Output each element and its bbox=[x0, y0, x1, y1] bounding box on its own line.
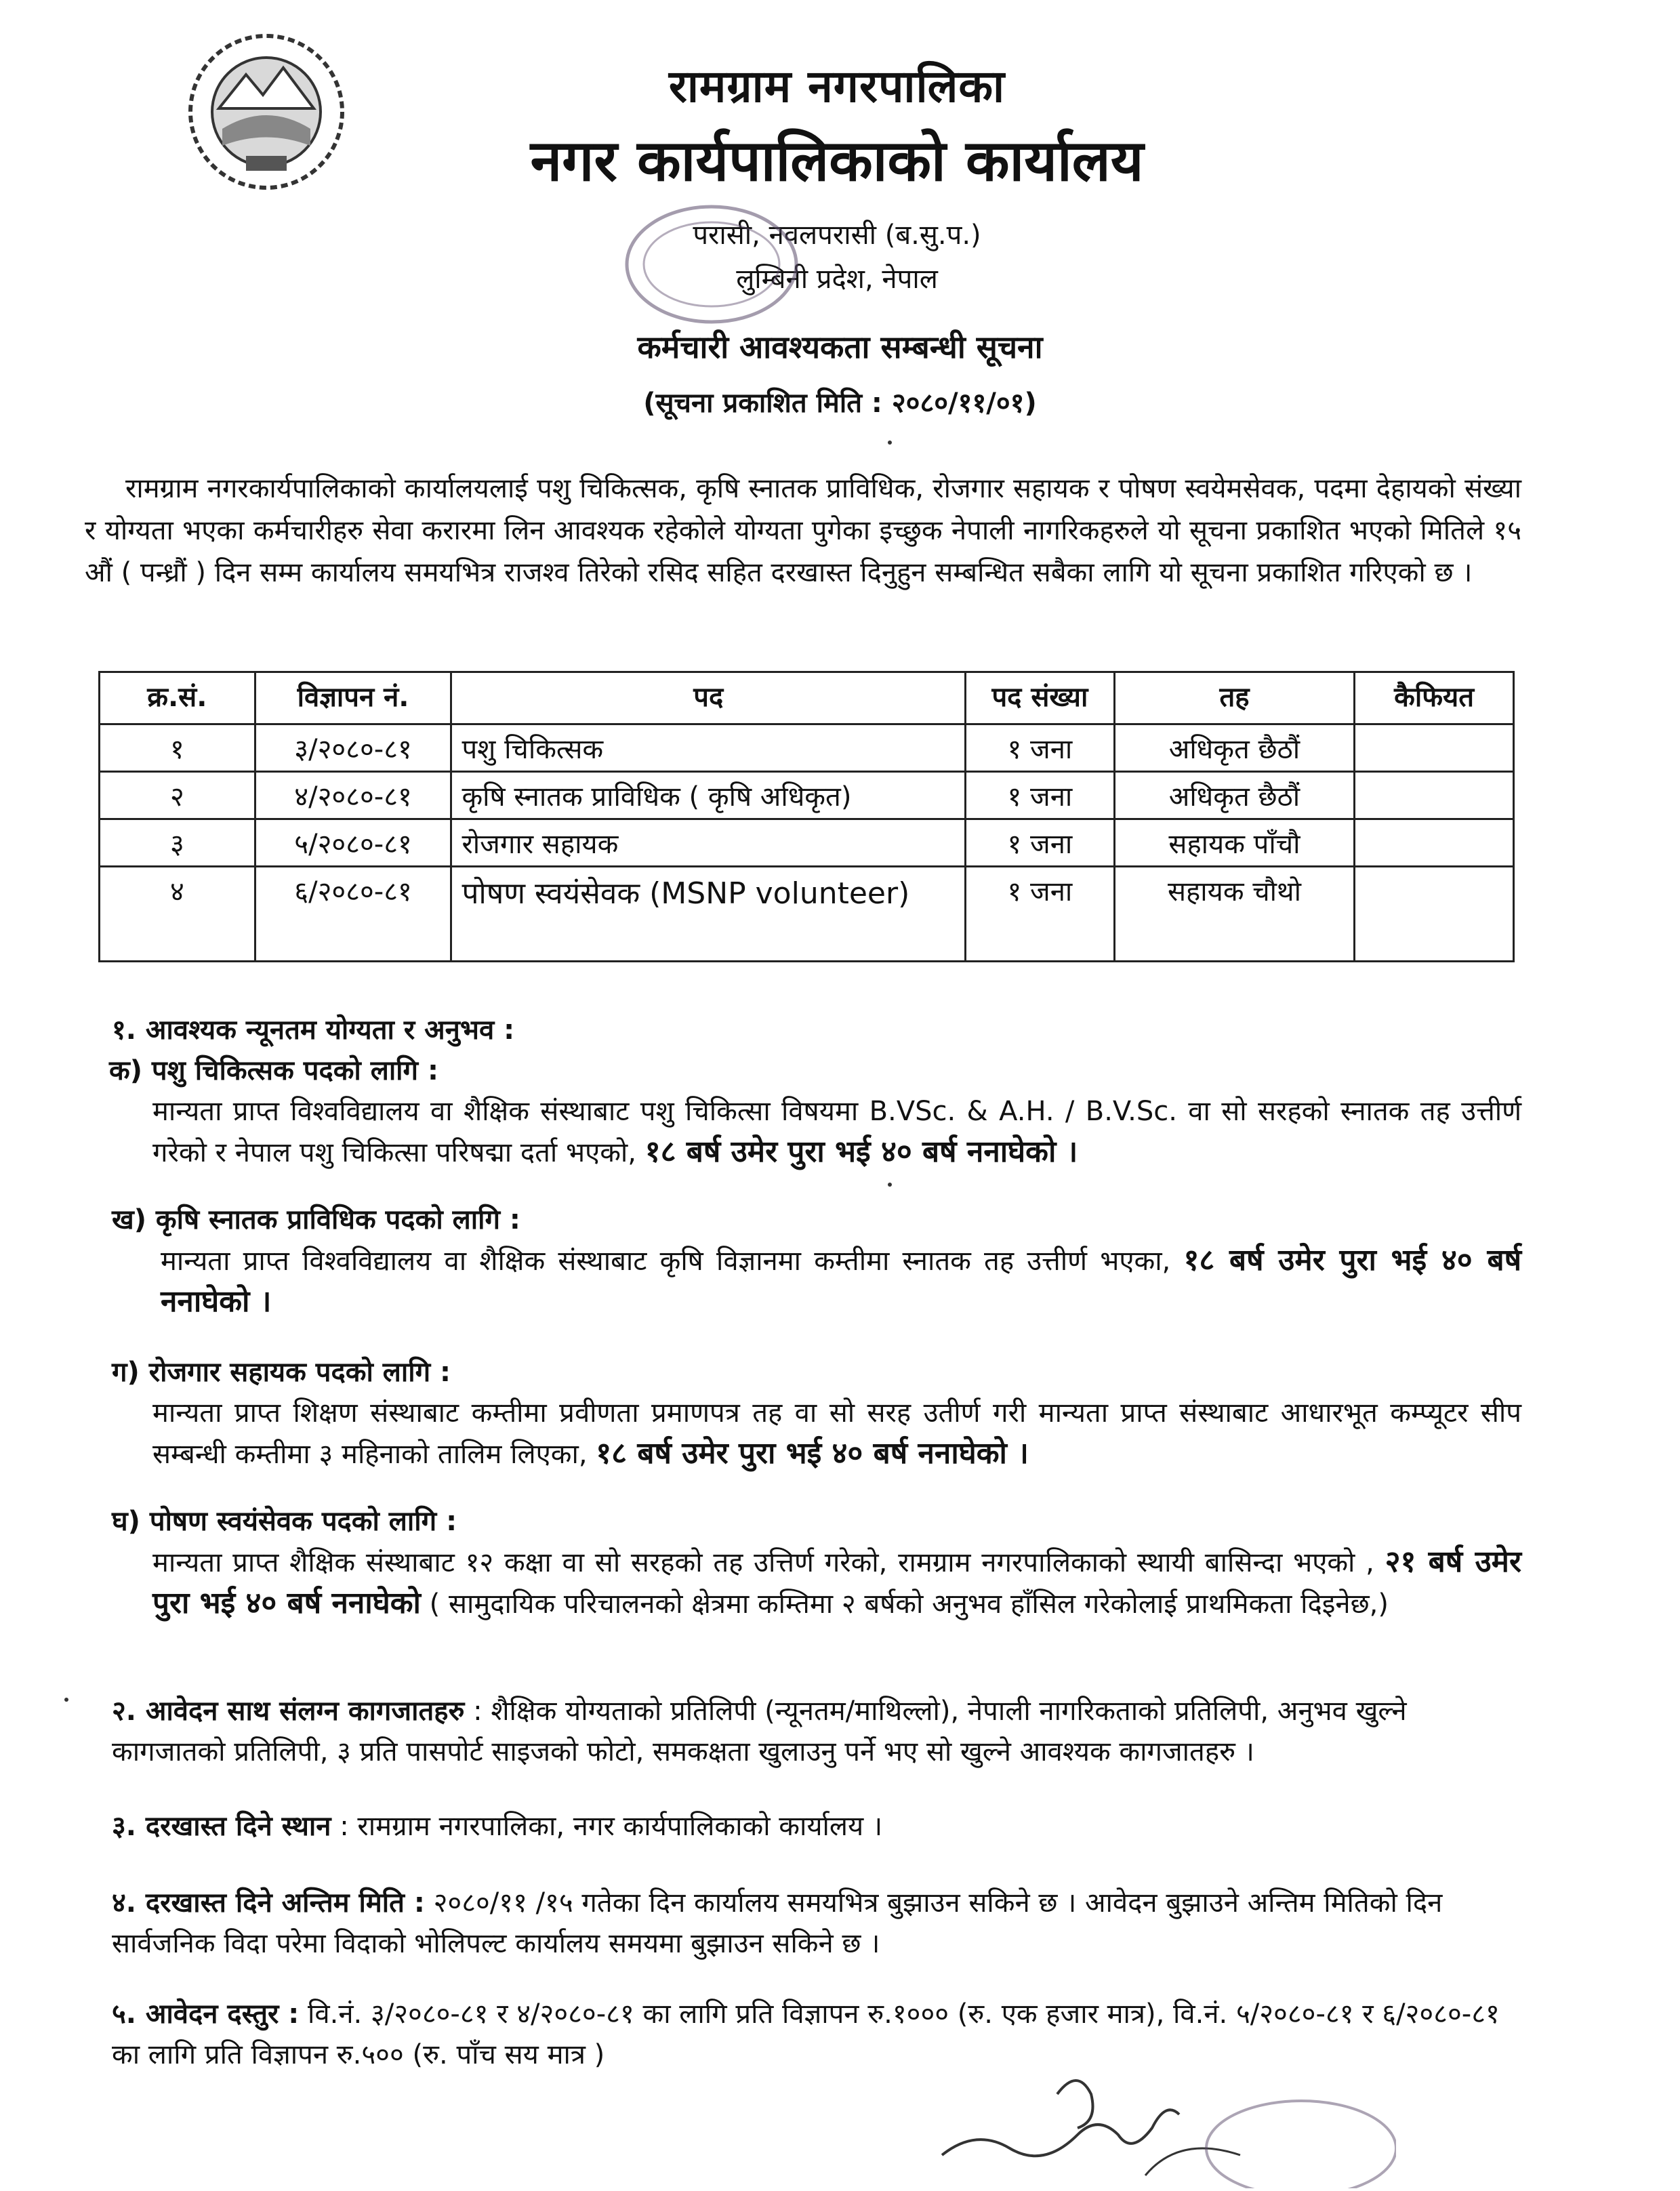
section-heading: ५. आवेदन दस्तुर : bbox=[112, 1999, 300, 2030]
handwritten-signature bbox=[922, 2053, 1396, 2188]
cell-count: १ जना bbox=[966, 772, 1115, 819]
org-name: रामग्राम नगरपालिका bbox=[668, 60, 1006, 112]
cell-sn: १ bbox=[100, 724, 255, 772]
cell-level: अधिकृत छैठौं bbox=[1114, 724, 1354, 772]
age-requirement: २१ बर्ष उमेर पुरा भई ४० बर्ष ननाघेको bbox=[152, 1544, 1521, 1620]
section-attachments bbox=[112, 1691, 1521, 1772]
subsection-kha bbox=[112, 1200, 1521, 1323]
section-text: वि.नं. ३/२०८०-८१ र ४/२०८०-८१ का लागि प्रति विज्ञापन रु.१००० (रु. एक हजार मात्र), वि.नं. ५/२०८०-८१ र ६/२०८०-८१ का लागि प्रति विज्ञापन रु.५०० (रु. पाँच सय मात्र ) bbox=[112, 1999, 1500, 2070]
cell-ad-no: ३/२०८०-८१ bbox=[255, 724, 451, 772]
age-requirement: १८ बर्ष उमेर पुरा भई ४० बर्ष ननाघेको । bbox=[596, 1436, 1029, 1471]
cell-count: १ जना bbox=[966, 819, 1115, 867]
subsection-heading: ख) कृषि स्नातक प्राविधिक पदको लागि : bbox=[112, 1204, 520, 1235]
section-heading: ४. दरखास्त दिने अन्तिम मिति : bbox=[112, 1887, 425, 1919]
subsection-heading: ग) रोजगार सहायक पदको लागि : bbox=[112, 1357, 451, 1388]
cell-post: पशु चिकित्सक bbox=[451, 724, 966, 772]
subsection-heading: घ) पोषण स्वयंसेवक पदको लागि : bbox=[112, 1506, 457, 1537]
address-line1: परासी, नवलपरासी (ब.सु.प.) bbox=[693, 220, 981, 251]
subsection-heading: क) पशु चिकित्सक पदको लागि : bbox=[109, 1055, 438, 1086]
subsection-body bbox=[112, 1393, 1521, 1475]
notice-published-date: (सूचना प्रकाशित मिति : २०८०/११/०१) bbox=[643, 388, 1037, 419]
subsection-body bbox=[112, 1240, 1521, 1323]
cell-remarks bbox=[1355, 724, 1514, 772]
subsection-text: मान्यता प्राप्त विश्वविद्यालय वा शैक्षिक संस्थाबाट कृषि विज्ञानमा कम्तीमा स्नातक तह उत्तीर्ण भएका, bbox=[161, 1246, 1171, 1277]
office-name: नगर कार्यपालिकाको कार्यालय bbox=[530, 127, 1144, 194]
nepal-emblem-logo bbox=[182, 27, 351, 197]
cell-sn: २ bbox=[100, 772, 255, 819]
col-header-post: पद bbox=[451, 672, 966, 724]
table-row bbox=[100, 819, 1514, 867]
subsection-text: मान्यता प्राप्त शैक्षिक संस्थाबाट १२ कक्षा वा सो सरहको तह उत्तिर्ण गरेको, रामग्राम नगरपालिकाको स्थायी बासिन्दा भएको , bbox=[152, 1547, 1374, 1578]
cell-ad-no: ४/२०८०-८१ bbox=[255, 772, 451, 819]
col-header-sn: क्र.सं. bbox=[100, 672, 255, 724]
scan-speck bbox=[888, 441, 892, 445]
section-text: : शैक्षिक योग्यताको प्रतिलिपी (न्यूनतम/माथिल्लो), नेपाली नागरिकताको प्रतिलिपी, अनुभव खुल्ने कागजातको प्रतिलिपी, ३ प्रति पासपोर्ट साइजको फोटो, समकक्षता खुलाउनु पर्ने भए सो खुल्ने आवश्यक कागजातहरु । bbox=[112, 1696, 1407, 1767]
scan-speck bbox=[64, 1698, 68, 1702]
subsection-ga bbox=[112, 1352, 1521, 1475]
cell-sn: ३ bbox=[100, 819, 255, 867]
subsection-text: मान्यता प्राप्त विश्वविद्यालय वा शैक्षिक संस्थाबाट पशु चिकित्सा विषयमा B.VSc. & A.H. / B.V.Sc. वा सो सरहको स्नातक तह उत्तीर्ण गरेको र नेपाल पशु चिकित्सा परिषद्मा दर्ता भएको, bbox=[152, 1096, 1521, 1168]
section-heading: ३. दरखास्त दिने स्थान bbox=[112, 1811, 331, 1842]
cell-post: कृषि स्नातक प्राविधिक ( कृषि अधिकृत) bbox=[451, 772, 966, 819]
office-stamp bbox=[617, 197, 806, 332]
col-header-level: तह bbox=[1114, 672, 1354, 724]
cell-ad-no: ६/२०८०-८१ bbox=[255, 867, 451, 962]
subsection-body bbox=[112, 1542, 1521, 1624]
col-header-ad-no: विज्ञापन नं. bbox=[255, 672, 451, 724]
section-text: : रामग्राम नगरपालिका, नगर कार्यपालिकाको कार्यालय । bbox=[340, 1811, 883, 1842]
notice-intro: रामग्राम नगरकार्यपालिकाको कार्यालयलाई पशु चिकित्सक, कृषि स्नातक प्राविधिक, रोजगार सहायक र पोषण स्वयेमसेवक, पदमा देहायको संख्या र योग्यता भएका कर्मचारीहरु सेवा करारमा लिन आवश्यक रहेकोले योग्यता पुगेका इच्छुक नेपाली नागरिकहरुले यो सूचना प्रकाशित भएको मितिले १५ औं ( पन्ध्रौं ) दिन सम्म कार्यालय समयभित्र राजश्व तिरेको रसिद सहित दरखास्त दिनुहुन सम्बन्धित सबैका लागि यो सूचना प्रकाशित गरिएको छ । bbox=[85, 473, 1521, 588]
table-row bbox=[100, 724, 1514, 772]
section-text: २०८०/११ /१५ गतेका दिन कार्यालय समयभित्र बुझाउन सकिने छ । आवेदन बुझाउने अन्तिम मितिको दिन सार्वजनिक विदा परेमा विदाको भोलिपल्ट कार्यालय समयमा बुझाउन सकिने छ । bbox=[112, 1887, 1443, 1959]
table-row bbox=[100, 867, 1514, 962]
cell-remarks bbox=[1355, 819, 1514, 867]
cell-ad-no: ५/२०८०-८१ bbox=[255, 819, 451, 867]
col-header-remarks: कैफियत bbox=[1355, 672, 1514, 724]
age-requirement: १८ बर्ष उमेर पुरा भई ४० बर्ष ननाघेको । bbox=[644, 1134, 1078, 1169]
section-paragraph bbox=[112, 1691, 1521, 1772]
cell-remarks bbox=[1355, 772, 1514, 819]
section-heading: २. आवेदन साथ संलग्न कागजातहरु bbox=[112, 1696, 465, 1727]
address-line2: लुम्बिनी प्रदेश, नेपाल bbox=[736, 264, 938, 295]
cell-count: १ जना bbox=[966, 724, 1115, 772]
cell-post: पोषण स्वयंसेवक (MSNP volunteer) bbox=[451, 867, 966, 962]
cell-sn: ४ bbox=[100, 867, 255, 962]
cell-count: १ जना bbox=[966, 867, 1115, 962]
table-header-row bbox=[100, 672, 1514, 724]
section-venue bbox=[112, 1806, 1521, 1847]
vacancy-table bbox=[98, 671, 1515, 962]
cell-level: अधिकृत छैठौं bbox=[1114, 772, 1354, 819]
section-deadline bbox=[112, 1883, 1521, 1964]
age-requirement: १८ बर्ष उमेर पुरा भई ४० बर्ष ननाघेको । bbox=[161, 1243, 1522, 1319]
cell-post: रोजगार सहायक bbox=[451, 819, 966, 867]
section-heading: १. आवश्यक न्यूनतम योग्यता र अनुभव : bbox=[112, 1015, 515, 1046]
scan-speck bbox=[888, 1183, 892, 1187]
col-header-count: पद संख्या bbox=[966, 672, 1115, 724]
cell-level: सहायक पाँचौ bbox=[1114, 819, 1354, 867]
notice-title: कर्मचारी आवश्यकता सम्बन्धी सूचना bbox=[637, 329, 1043, 365]
subsection-body bbox=[112, 1091, 1521, 1173]
subsection-note: ( सामुदायिक परिचालनको क्षेत्रमा कम्तिमा २ बर्षको अनुभव हाँसिल गरेकोलाई प्राथमिकता दिइनेछ,) bbox=[429, 1589, 1389, 1620]
subsection-gha bbox=[112, 1501, 1521, 1624]
cell-level: सहायक चौथो bbox=[1114, 867, 1354, 962]
table-row bbox=[100, 772, 1514, 819]
subsection-text: मान्यता प्राप्त शिक्षण संस्थाबाट कम्तीमा प्रवीणता प्रमाणपत्र तह वा सो सरह उतीर्ण गरी मान्यता प्राप्त संस्थाबाट आधारभूत कम्प्यूटर सीप सम्बन्धी कम्तीमा ३ महिनाको तालिम लिएका, bbox=[152, 1397, 1521, 1470]
cell-remarks bbox=[1355, 867, 1514, 962]
letterhead bbox=[380, 54, 1294, 296]
section-qualifications bbox=[109, 1010, 1521, 1173]
